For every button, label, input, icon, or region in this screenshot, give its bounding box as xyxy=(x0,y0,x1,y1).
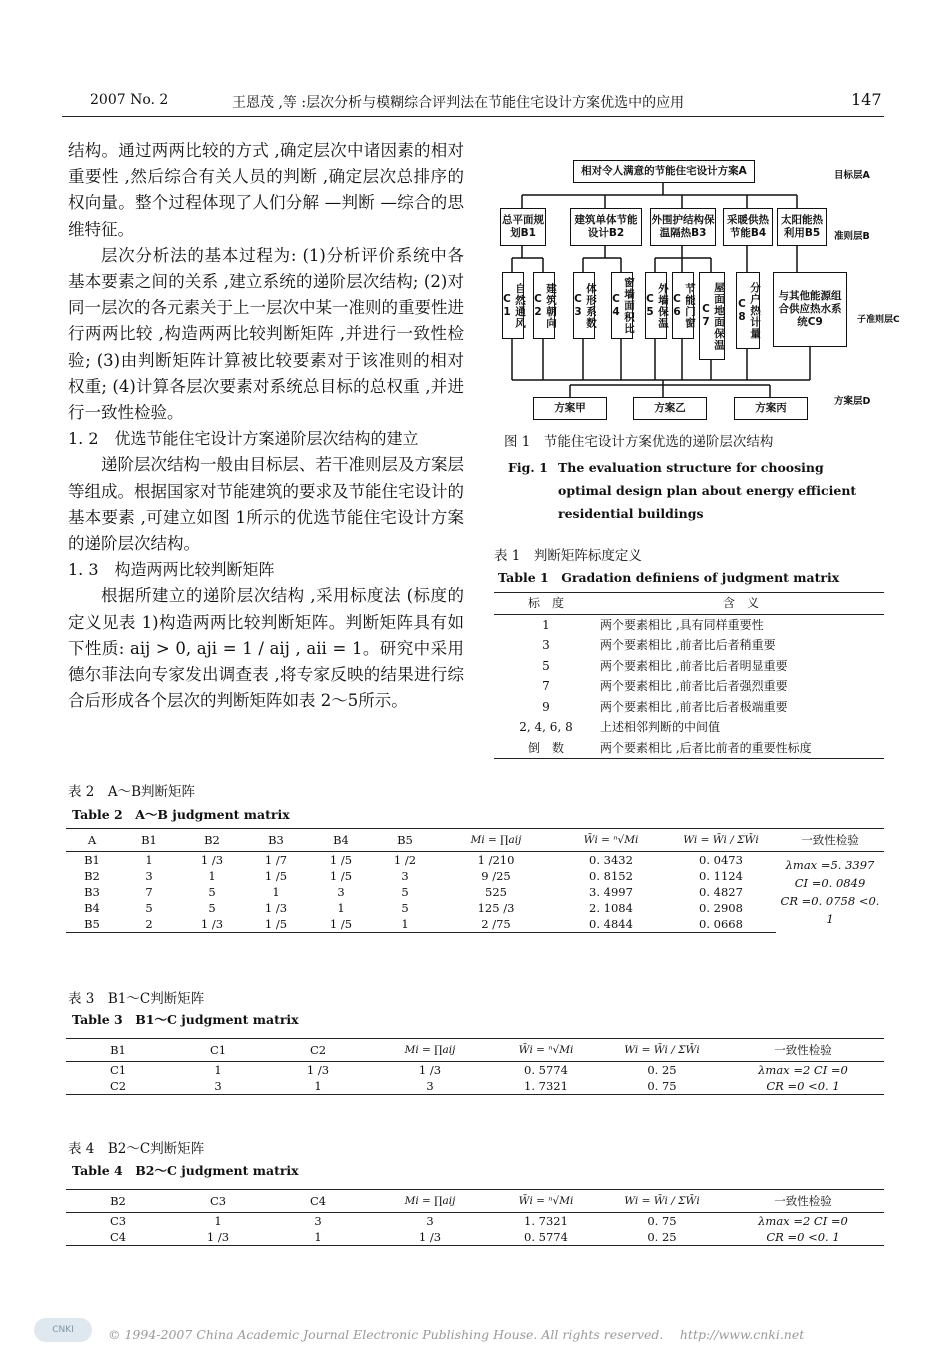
table4-header-check: 一致性检验 xyxy=(722,1190,884,1213)
table-cell: 2, 4, 6, 8 xyxy=(519,720,573,734)
table-cell: 3 xyxy=(145,869,153,883)
table-cell: 两个要素相比 ,前者比后者稍重要 xyxy=(600,638,776,652)
table-cell: 2. 1084 xyxy=(589,901,633,915)
table-cell: B3 xyxy=(84,885,100,899)
table-cell: λmax =2 CI =0 xyxy=(758,1214,848,1228)
table2-header-check: 一致性检验 xyxy=(776,829,884,852)
table-row xyxy=(494,676,884,697)
cnki-logo: CNKI xyxy=(34,1318,92,1342)
table-cell: 0. 0668 xyxy=(666,916,776,933)
table-cell: 两个要素相比 ,具有同样重要性 xyxy=(600,617,764,632)
table4-caption-cn: 表 4 B2～C判断矩阵 xyxy=(68,1141,205,1157)
table-cell: 1 /5 xyxy=(308,916,374,933)
table-cell: 2 /75 xyxy=(436,916,556,933)
table-cell: 0. 2908 xyxy=(699,901,743,915)
table3-header-w: Wi = W̄i / ΣW̄i xyxy=(602,1039,722,1062)
level-label-goal: 目标层A xyxy=(834,170,870,181)
table3-caption-en: Table 3 B1～C judgment matrix xyxy=(72,1012,299,1027)
table-row xyxy=(66,1062,884,1079)
subcriterion-box-c1: 自然通风C1 xyxy=(502,272,524,339)
table-cell: 1 /3 xyxy=(370,1229,490,1246)
table-cell: 1 xyxy=(266,1078,370,1095)
table2 xyxy=(66,828,884,933)
table-cell: 两个要素相比 ,前者比后者极端重要 xyxy=(600,699,788,714)
table4 xyxy=(66,1189,884,1246)
subcriterion-box-c3: 体形系数C3 xyxy=(573,272,595,339)
table-cell: C3 xyxy=(109,1214,127,1228)
table-cell: 1 /5 xyxy=(329,869,353,883)
table2-header: A xyxy=(66,829,118,852)
subcriterion-box-c5: 外墙保温C5 xyxy=(645,272,667,339)
table4-header-w: Wi = W̄i / ΣW̄i xyxy=(602,1190,722,1213)
table-row xyxy=(66,1213,884,1230)
table2-cr: CR =0. 0758 <0. 1 xyxy=(780,894,880,927)
table-cell: 两个要素相比 ,前者比后者强烈重要 xyxy=(600,679,788,693)
table-cell: 1 xyxy=(374,916,436,933)
table-cell: B5 xyxy=(66,916,118,933)
table-cell: 1 xyxy=(337,901,345,915)
table-cell: 1 /3 xyxy=(170,1229,266,1246)
table4-header-wbar: W̄i = ⁿ√Mi xyxy=(490,1190,602,1213)
figure-label-en: Fig. 1 xyxy=(508,460,548,475)
table-cell: 1 xyxy=(214,1214,222,1228)
plan-box-yi: 方案乙 xyxy=(633,397,707,420)
table-row xyxy=(66,868,884,884)
table-cell: CR =0 <0. 1 xyxy=(722,1229,884,1246)
table1-header-scale: 标 度 xyxy=(494,593,598,615)
table-cell: 7 xyxy=(145,885,153,899)
table-row xyxy=(494,738,884,759)
criterion-box-b1: 总平面规划B1 xyxy=(500,208,546,246)
table4-header-mi: Mi = ∏aij xyxy=(370,1190,490,1213)
table-cell: 1 xyxy=(266,1229,370,1246)
subcriterion-box-c6: 节能门窗C6 xyxy=(672,272,694,339)
criterion-box-b2: 建筑单体节能设计B2 xyxy=(570,208,642,246)
plan-box-bing: 方案丙 xyxy=(734,397,808,420)
table-cell: 5 xyxy=(145,901,153,915)
page-number: 147 xyxy=(851,90,882,109)
table-cell: B2 xyxy=(84,869,100,883)
figure-caption-cn: 图 1 节能住宅设计方案优选的递阶层次结构 xyxy=(504,434,774,450)
table-cell: λmax =2 CI =0 xyxy=(758,1063,848,1077)
figure-caption-en: The evaluation structure for choosing optimal design plan about energy efficient residential buildings xyxy=(558,460,857,521)
table-cell: 2 xyxy=(118,916,180,933)
table-cell: 1 /5 xyxy=(329,853,353,867)
criterion-box-b5: 太阳能热利用B5 xyxy=(777,208,827,246)
table-cell: 1 xyxy=(542,617,550,632)
table-cell: 9 /25 xyxy=(481,869,511,883)
table-cell: 1 /3 xyxy=(180,916,244,933)
table2-ci: CI =0. 0849 xyxy=(794,876,866,891)
section-1-2-heading: 1. 2 优选节能住宅设计方案递阶层次结构的建立 xyxy=(68,429,419,449)
table3-header: C1 xyxy=(170,1039,266,1062)
table-cell: 5 xyxy=(208,901,216,915)
table3-caption-cn: 表 3 B1～C判断矩阵 xyxy=(68,991,205,1007)
criterion-box-b3: 外围护结构保温隔热B3 xyxy=(650,208,716,246)
table3-header-check: 一致性检验 xyxy=(722,1039,884,1062)
table-row xyxy=(494,717,884,738)
subcriterion-box-c4: 窗墙面积比C4 xyxy=(611,272,633,339)
table4-header: C4 xyxy=(266,1190,370,1213)
table-cell: 0. 75 xyxy=(647,1214,677,1228)
table-cell: 0. 3432 xyxy=(589,853,633,867)
table-row xyxy=(494,614,884,635)
table-cell: 5 xyxy=(401,901,409,915)
subcriterion-box-c8: 分户热计量C8 xyxy=(736,272,760,349)
table-cell: 1 /2 xyxy=(393,853,417,867)
table-cell: 上述相邻判断的中间值 xyxy=(600,720,721,734)
table4-header: C3 xyxy=(170,1190,266,1213)
table2-lambda: λmax =5. 3397 xyxy=(785,858,875,873)
table-cell: C1 xyxy=(109,1063,127,1077)
table-cell: 倒 数 xyxy=(494,738,598,759)
table-cell: 1 /210 xyxy=(477,853,515,867)
journal-issue: 2007 No. 2 xyxy=(90,92,169,108)
table-cell: 3 xyxy=(426,1214,434,1228)
table-row xyxy=(66,1078,884,1095)
table-cell: 1 /5 xyxy=(264,869,288,883)
paragraph-1: 结构。通过两两比较的方式 ,确定层次中诸因素的相对重要性 ,然后综合有关人员的判断 ,确定层次总排序的权向量。整个过程体现了人们分解 —判断 —综合的思维特征。 xyxy=(68,141,464,239)
table2-header-w: Wi = W̄i / ΣW̄i xyxy=(666,829,776,852)
table-cell: 0. 5774 xyxy=(524,1063,568,1077)
table3-header: B1 xyxy=(66,1039,170,1062)
table2-header: B4 xyxy=(308,829,374,852)
table-cell: 3 xyxy=(337,885,345,899)
table-cell: 1. 7321 xyxy=(524,1214,568,1228)
table-cell: 7 xyxy=(542,679,550,693)
table-cell: 1. 7321 xyxy=(490,1078,602,1095)
table1-caption-en: Table 1 Gradation definiens of judgment matrix xyxy=(498,570,840,585)
paragraph-4: 根据所建立的递阶层次结构 ,采用标度法 (标度的定义见表 1)构造两两比较判断矩阵。判断矩阵具有如下性质: aij > 0, aji = 1 / aij , aii = 1。研究中采用德尔菲法向专家发出调查表 ,将专家反映的结果进行综合后形成各个层次的判断矩阵如表 2～5所示。 xyxy=(68,586,464,711)
table-row xyxy=(494,656,884,677)
table2-header: B1 xyxy=(118,829,180,852)
copyright-footer: © 1994-2007 China Academic Journal Electronic Publishing House. All rights reserved. http://www.cnki.net xyxy=(108,1327,805,1342)
table2-caption-cn: 表 2 A～B判断矩阵 xyxy=(68,784,196,800)
table4-header: B2 xyxy=(66,1190,170,1213)
table-cell: 两个要素相比 ,后者比前者的重要性标度 xyxy=(598,738,884,759)
table1 xyxy=(494,592,884,759)
table-cell: 1 /3 xyxy=(306,1063,330,1077)
table-cell: C2 xyxy=(66,1078,170,1095)
table3-header-mi: Mi = ∏aij xyxy=(370,1039,490,1062)
table-cell: 1 /3 xyxy=(418,1063,442,1077)
subcriterion-box-c2: 建筑朝向C2 xyxy=(533,272,555,339)
table3-header-wbar: W̄i = ⁿ√Mi xyxy=(490,1039,602,1062)
table-cell: 0. 25 xyxy=(602,1229,722,1246)
level-label-criteria: 准则层B xyxy=(834,231,870,242)
table-cell: B4 xyxy=(84,901,100,915)
table-cell: B1 xyxy=(84,853,100,867)
table-cell: 3 xyxy=(370,1078,490,1095)
table-cell: CR =0 <0. 1 xyxy=(722,1078,884,1095)
table-cell: 0. 4827 xyxy=(699,885,743,899)
table-cell: 1 /3 xyxy=(264,901,288,915)
table2-header-wbar: W̄i = ⁿ√Mi xyxy=(556,829,666,852)
table2-header: B5 xyxy=(374,829,436,852)
table-cell: 1 /3 xyxy=(200,853,224,867)
table-cell: 1 xyxy=(272,885,280,899)
table-cell: 1 xyxy=(145,853,153,867)
table4-caption-en: Table 4 B2～C judgment matrix xyxy=(72,1163,299,1178)
table-cell: 1 /5 xyxy=(244,916,308,933)
table-cell: 125 /3 xyxy=(477,901,515,915)
table2-header: B3 xyxy=(244,829,308,852)
criterion-box-b4: 采暖供热节能B4 xyxy=(723,208,773,246)
table-cell: 两个要素相比 ,前者比后者明显重要 xyxy=(600,658,788,673)
table-cell: 1 xyxy=(214,1063,222,1077)
table2-header-mi: Mi = ∏aij xyxy=(436,829,556,852)
table-cell: 3 xyxy=(542,638,550,652)
table-cell: 3 xyxy=(170,1078,266,1095)
table-row xyxy=(66,852,884,869)
paragraph-2: 层次分析法的基本过程为: (1)分析评价系统中各基本要素之间的关系 ,建立系统的递阶层次结构; (2)对同一层次的各元素关于上一层次中某一准则的重要性进行两两比较 ,构造两两比较判断矩阵 ,并进行一致性检验; (3)由判断矩阵计算被比较要素对于该准则的相对权重; (4)计算各层次要素对系统总目标的总权重 ,并进行一致性检验。 xyxy=(68,245,464,423)
table-cell: 3. 4997 xyxy=(589,885,633,899)
table-cell: 3 xyxy=(401,869,409,883)
table1-header-meaning: 含 义 xyxy=(598,593,884,615)
table-row xyxy=(66,900,884,916)
level-label-plans: 方案层D xyxy=(834,396,871,407)
table-cell: C4 xyxy=(66,1229,170,1246)
level-label-subcriteria: 子准则层C xyxy=(857,315,900,325)
table-cell: 1 /7 xyxy=(264,853,288,867)
table-row xyxy=(494,697,884,718)
table-cell: 5 xyxy=(208,885,216,899)
table-cell: 0. 4844 xyxy=(556,916,666,933)
table-cell: 0. 0473 xyxy=(699,853,743,867)
table3-header: C2 xyxy=(266,1039,370,1062)
table-cell: 525 xyxy=(485,885,507,899)
table-cell: 3 xyxy=(314,1214,322,1228)
table-cell: 5 xyxy=(542,658,550,673)
table-row xyxy=(66,1229,884,1246)
table-cell: 0. 8152 xyxy=(589,869,633,883)
table-row xyxy=(66,916,884,933)
table-cell: 0. 1124 xyxy=(699,869,743,883)
plan-box-jia: 方案甲 xyxy=(533,397,607,420)
goal-box: 相对令人满意的节能住宅设计方案A xyxy=(573,160,755,183)
table-row xyxy=(494,635,884,656)
subcriterion-box-c9: 与其他能源组合供应热水系统C9 xyxy=(773,272,847,347)
table-cell: 0. 75 xyxy=(602,1078,722,1095)
table2-header: B2 xyxy=(180,829,244,852)
paragraph-3: 递阶层次结构一般由目标层、若干准则层及方案层等组成。根据国家对节能建筑的要求及节能住宅设计的基本要素 ,可建立如图 1所示的优选节能住宅设计方案的递阶层次结构。 xyxy=(68,455,464,554)
table1-caption-cn: 表 1 判断矩阵标度定义 xyxy=(494,548,642,564)
section-1-3-heading: 1. 3 构造两两比较判断矩阵 xyxy=(68,560,275,580)
table3 xyxy=(66,1038,884,1095)
table-cell: 0. 5774 xyxy=(490,1229,602,1246)
table-cell: 9 xyxy=(542,699,550,714)
subcriterion-box-c7: 屋面地面保温C7 xyxy=(699,272,725,360)
table-cell: 1 xyxy=(208,869,216,883)
table-cell: 0. 25 xyxy=(647,1063,677,1077)
table2-caption-en: Table 2 A～B judgment matrix xyxy=(72,807,290,822)
table2-consistency-check xyxy=(776,852,884,933)
table-row xyxy=(66,884,884,900)
table-cell: 5 xyxy=(401,885,409,899)
running-title: 王恩茂 ,等 :层次分析与模糊综合评判法在节能住宅设计方案优选中的应用 xyxy=(232,95,685,111)
